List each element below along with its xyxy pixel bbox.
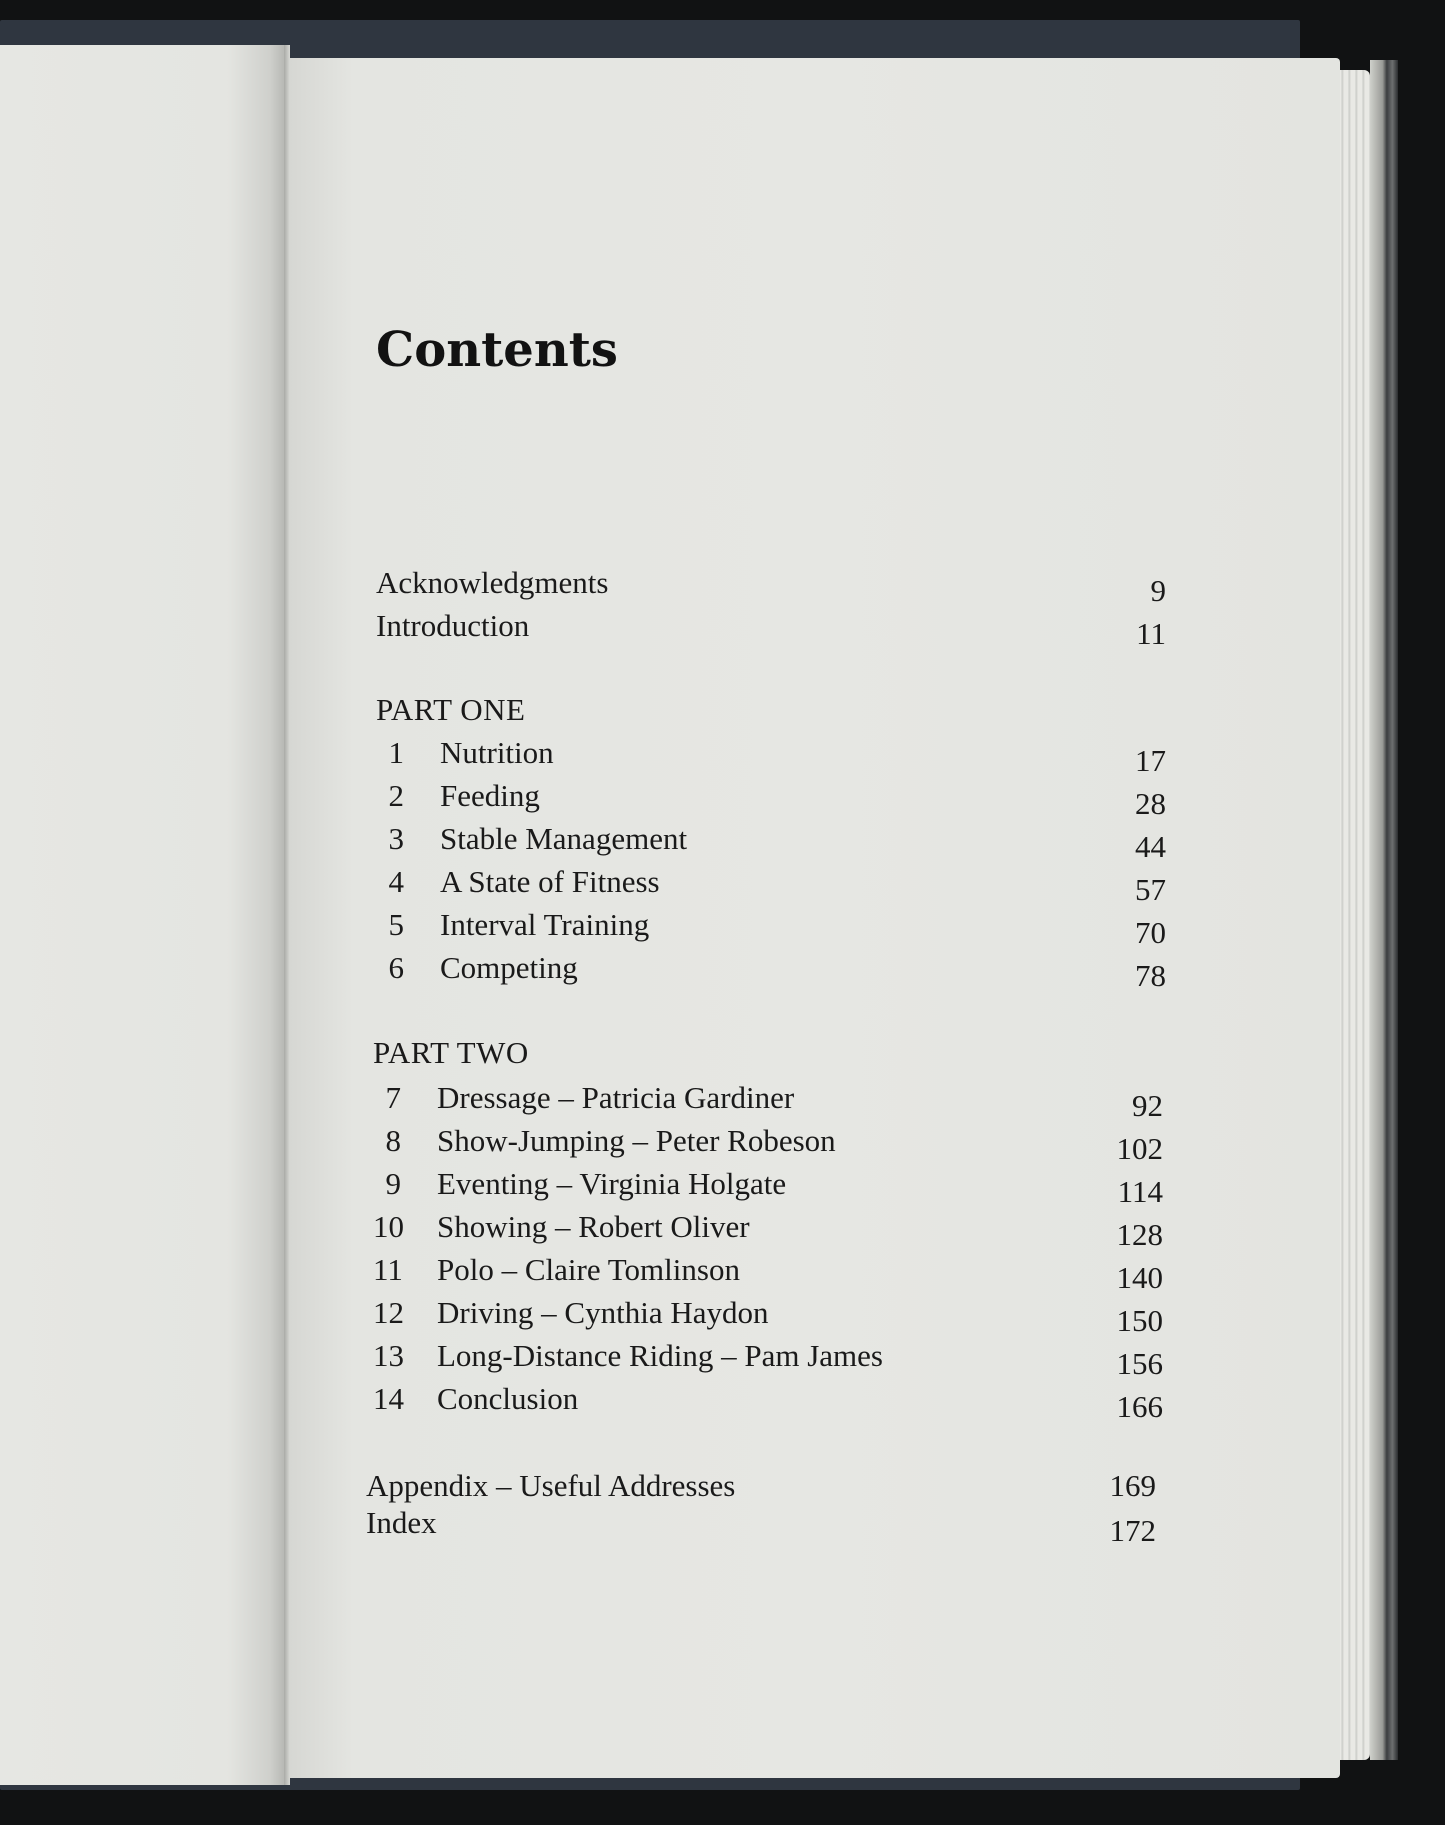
chapter-page: 78	[1135, 958, 1166, 993]
chapter-page: 150	[1116, 1303, 1163, 1338]
toc-chapter	[373, 1207, 1163, 1252]
chapter-title: Long-Distance Riding – Pam James	[437, 1338, 883, 1373]
chapter-number: 6	[388, 950, 404, 985]
chapter-number: 12	[373, 1295, 404, 1330]
toc-chapter	[373, 1250, 1163, 1295]
chapter-number: 7	[385, 1080, 401, 1115]
chapter-title: Dressage – Patricia Gardiner	[437, 1080, 795, 1115]
toc-chapter	[376, 948, 1166, 993]
toc-entry-label: Introduction	[376, 608, 530, 643]
toc-entry-page: 11	[1136, 616, 1166, 651]
chapter-title: Competing	[440, 950, 578, 985]
toc-chapter	[376, 862, 1166, 907]
chapter-title: Stable Management	[440, 821, 688, 856]
chapter-page: 166	[1116, 1389, 1163, 1424]
chapter-title: Feeding	[440, 778, 540, 813]
toc-chapter	[373, 1336, 1163, 1381]
chapter-page: 57	[1135, 872, 1166, 907]
chapter-title: Showing – Robert Oliver	[437, 1209, 750, 1244]
toc-chapter	[376, 819, 1166, 864]
chapter-page: 156	[1116, 1346, 1163, 1381]
toc-entry-label: Acknowledgments	[376, 565, 609, 600]
chapter-number: 2	[388, 778, 404, 813]
chapter-number: 9	[385, 1166, 401, 1201]
toc-entry-index	[366, 1503, 1156, 1548]
chapter-page: 102	[1116, 1131, 1163, 1166]
chapter-number: 8	[385, 1123, 401, 1158]
chapter-title: Interval Training	[440, 907, 650, 942]
chapter-page: 128	[1116, 1217, 1163, 1252]
chapter-number: 10	[373, 1209, 404, 1244]
toc-chapter	[373, 1293, 1163, 1338]
part-two-heading: PART TWO	[373, 1035, 529, 1070]
toc-chapter	[376, 733, 1166, 778]
chapter-page: 92	[1132, 1088, 1163, 1123]
chapter-number: 3	[388, 821, 404, 856]
chapter-page: 114	[1117, 1174, 1163, 1209]
toc-entry-page: 9	[1150, 573, 1166, 608]
chapter-title: Polo – Claire Tomlinson	[437, 1252, 740, 1287]
toc-entry-page: 172	[1109, 1513, 1156, 1548]
chapter-number: 13	[373, 1338, 404, 1373]
chapter-page: 17	[1135, 743, 1166, 778]
toc-chapter	[373, 1379, 1163, 1424]
chapter-title: Nutrition	[440, 735, 554, 770]
chapter-page: 70	[1135, 915, 1166, 950]
chapter-page: 28	[1135, 786, 1166, 821]
chapter-number: 4	[388, 864, 404, 899]
toc-chapter	[373, 1164, 1163, 1209]
chapter-number: 14	[373, 1381, 404, 1416]
chapter-number: 1	[388, 735, 404, 770]
chapter-title: Conclusion	[437, 1381, 579, 1416]
toc-chapter	[373, 1121, 1163, 1166]
toc-entry-page: 169	[1109, 1468, 1156, 1503]
toc-entry-introduction	[376, 606, 1166, 651]
toc-entry-label: Index	[366, 1505, 437, 1540]
chapter-page: 44	[1135, 829, 1166, 864]
toc-entry-acknowledgments	[376, 563, 1166, 608]
page-title: Contents	[376, 322, 618, 378]
toc-chapter	[376, 905, 1166, 950]
toc-chapter	[376, 776, 1166, 821]
chapter-title: Show-Jumping – Peter Robeson	[437, 1123, 836, 1158]
toc-entry-appendix	[366, 1466, 1156, 1506]
chapter-title: A State of Fitness	[440, 864, 660, 899]
toc-chapter	[373, 1078, 1163, 1123]
chapter-number: 11	[373, 1252, 403, 1287]
chapter-page: 140	[1116, 1260, 1163, 1295]
chapter-number: 5	[388, 907, 404, 942]
toc-entry-label: Appendix – Useful Addresses	[366, 1468, 736, 1503]
chapter-title: Driving – Cynthia Haydon	[437, 1295, 769, 1330]
part-one-heading: PART ONE	[376, 692, 526, 727]
chapter-title: Eventing – Virginia Holgate	[437, 1166, 787, 1201]
